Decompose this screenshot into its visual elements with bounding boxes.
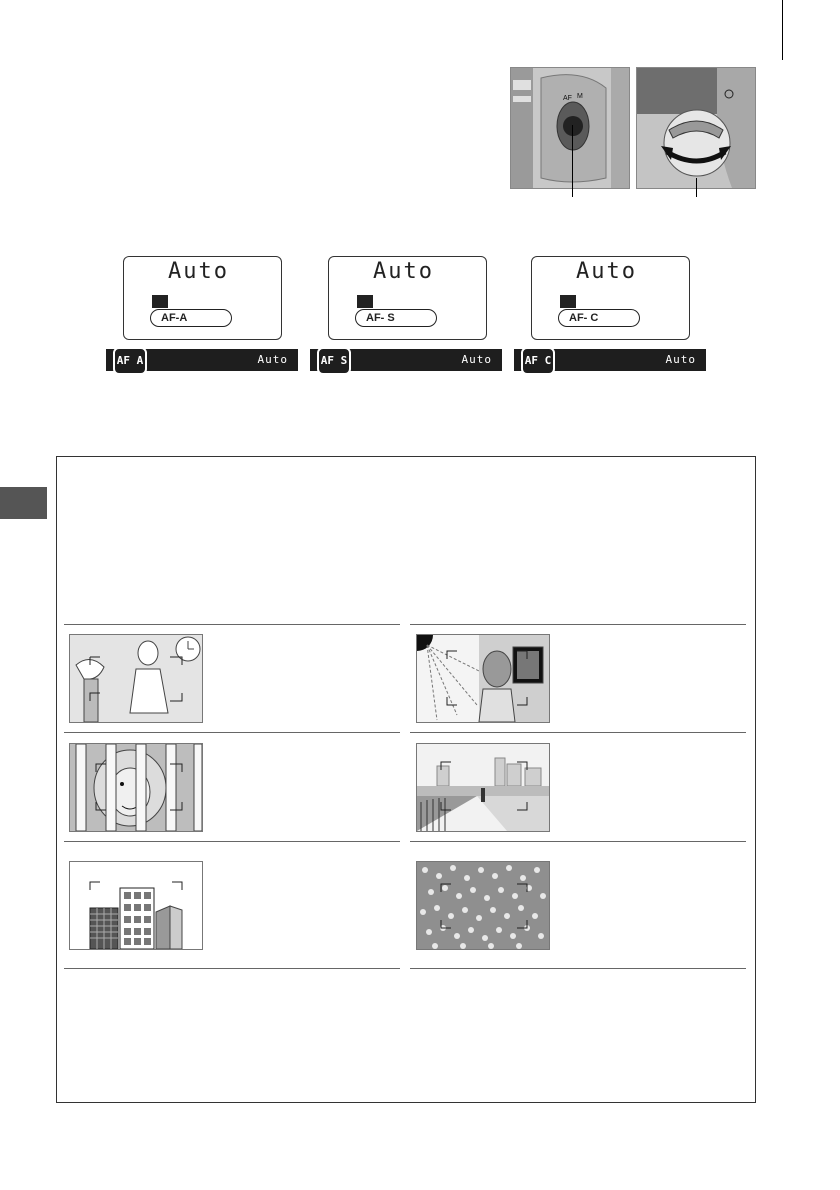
table-rule	[410, 968, 746, 969]
table-rule	[410, 624, 746, 625]
auto-area-icon	[560, 295, 576, 308]
thumb-distant-city	[416, 743, 550, 832]
table-rule	[410, 841, 746, 842]
table-rule	[64, 624, 400, 625]
button-callout-line	[572, 125, 573, 197]
lcd-mode-indicator: AF-A	[150, 309, 232, 327]
lcd-mode-indicator: AF- S	[355, 309, 437, 327]
thumb-caged-subject	[69, 743, 203, 832]
viewfinder-strip-af-c	[514, 349, 706, 371]
focus-mode-badge: AF A	[113, 347, 147, 375]
strip-auto-text: Auto	[461, 353, 492, 366]
lcd-panel-af-c	[531, 256, 690, 340]
focus-mode-badge: AF S	[317, 347, 351, 375]
lcd-mode-indicator: AF- C	[558, 309, 640, 327]
focus-mode-button-photo	[510, 67, 630, 189]
viewfinder-strip-af-a	[106, 349, 298, 371]
focus-mode-badge: AF C	[521, 347, 555, 375]
thumb-low-contrast-subject	[69, 634, 203, 723]
lcd-panel-af-a	[123, 256, 282, 340]
m-label: M	[577, 93, 583, 100]
table-rule	[64, 841, 400, 842]
dial-callout-line	[696, 178, 697, 197]
auto-area-icon	[357, 295, 373, 308]
viewfinder-strip-af-s	[310, 349, 502, 371]
table-rule	[64, 732, 400, 733]
thumb-fine-detail	[416, 861, 550, 950]
lcd-display-text: Auto	[373, 259, 434, 284]
lcd-panel-af-s	[328, 256, 487, 340]
table-rule	[64, 968, 400, 969]
auto-area-icon	[152, 295, 168, 308]
lcd-display-text: Auto	[576, 259, 637, 284]
page-rule-marker	[782, 0, 783, 60]
command-dial-photo	[636, 67, 756, 189]
lcd-display-text: Auto	[168, 259, 229, 284]
af-label: AF	[563, 95, 572, 102]
strip-auto-text: Auto	[257, 353, 288, 366]
thumb-backlit-subject	[416, 634, 550, 723]
strip-auto-text: Auto	[665, 353, 696, 366]
thumb-geometric-patterns	[69, 861, 203, 950]
table-rule	[410, 732, 746, 733]
section-tab	[0, 487, 47, 519]
